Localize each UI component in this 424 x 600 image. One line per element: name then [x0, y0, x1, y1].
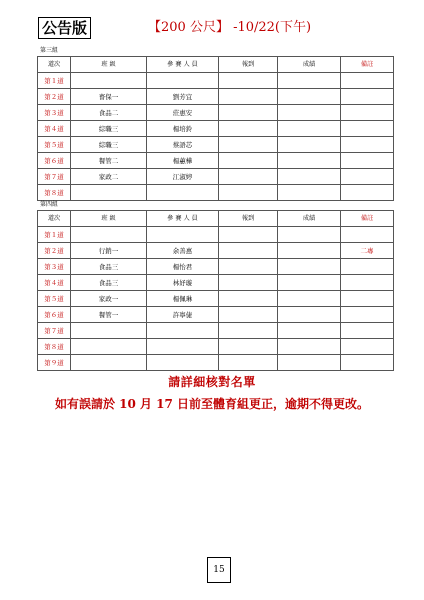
class-cell: 食品三 [71, 259, 147, 275]
remark-cell [341, 275, 394, 291]
athlete-cell: 劉芳宜 [147, 89, 219, 105]
checkin-cell [219, 243, 278, 259]
checkin-cell [219, 339, 278, 355]
page-header [38, 17, 388, 41]
checkin-cell [219, 291, 278, 307]
table-row [38, 307, 394, 323]
lane-cell: 第８道 [38, 185, 71, 201]
col-class: 班 級 [71, 211, 147, 227]
result-cell [278, 339, 341, 355]
table-row [38, 153, 394, 169]
col-athlete: 參 賽 人 員 [147, 57, 219, 73]
verify-notice: 請詳細核對名單 [168, 375, 256, 389]
remark-cell [341, 339, 394, 355]
table-row [38, 185, 394, 201]
athlete-cell [147, 185, 219, 201]
class-cell: 餐管二 [71, 153, 147, 169]
athlete-cell [147, 323, 219, 339]
remark-cell [341, 355, 394, 371]
lane-cell: 第３道 [38, 259, 71, 275]
athlete-cell: 余善惠 [147, 243, 219, 259]
remark-cell [341, 307, 394, 323]
checkin-cell [219, 137, 278, 153]
athlete-cell: 楊佩琳 [147, 291, 219, 307]
table-row [38, 89, 394, 105]
col-remark: 備註 [341, 211, 394, 227]
col-class: 班 級 [71, 57, 147, 73]
result-cell [278, 259, 341, 275]
athlete-cell: 楊培鈴 [147, 121, 219, 137]
result-cell [278, 355, 341, 371]
col-remark: 備註 [341, 57, 394, 73]
table-row [38, 291, 394, 307]
athlete-cell: 江淑婷 [147, 169, 219, 185]
class-cell [71, 355, 147, 371]
athlete-cell [147, 73, 219, 89]
result-cell [278, 243, 341, 259]
remark-cell [341, 137, 394, 153]
col-result: 成績 [278, 57, 341, 73]
table-row [38, 339, 394, 355]
class-cell: 綜職三 [71, 121, 147, 137]
class-cell: 綜職三 [71, 137, 147, 153]
table-row [38, 121, 394, 137]
page-number: 15 [207, 557, 231, 583]
athlete-cell: 許寧倢 [147, 307, 219, 323]
result-cell [278, 153, 341, 169]
lane-cell: 第２道 [38, 89, 71, 105]
table-header-row [38, 57, 394, 73]
table-row [38, 323, 394, 339]
athlete-cell [147, 227, 219, 243]
table-row [38, 259, 394, 275]
lane-cell: 第１道 [38, 227, 71, 243]
lane-cell: 第３道 [38, 105, 71, 121]
athlete-cell: 蔡語芯 [147, 137, 219, 153]
remark-cell [341, 121, 394, 137]
class-cell [71, 323, 147, 339]
result-cell [278, 291, 341, 307]
col-lane: 道次 [38, 211, 71, 227]
remark-cell [341, 169, 394, 185]
result-cell [278, 185, 341, 201]
checkin-cell [219, 89, 278, 105]
table-row [38, 73, 394, 89]
table-row [38, 137, 394, 153]
table-row [38, 169, 394, 185]
remark-cell [341, 185, 394, 201]
result-cell [278, 89, 341, 105]
remark-cell [341, 153, 394, 169]
lane-cell: 第６道 [38, 307, 71, 323]
event-title: 【200 公尺】 -10/22(下午) [148, 20, 312, 35]
lane-cell: 第７道 [38, 169, 71, 185]
lane-cell: 第４道 [38, 275, 71, 291]
remark-cell [341, 73, 394, 89]
checkin-cell [219, 105, 278, 121]
checkin-cell [219, 73, 278, 89]
correction-deadline-notice: 如有誤請於 10 月 17 日前至體育組更正，逾期不得更改。 [54, 397, 370, 411]
col-checkin: 報到 [219, 57, 278, 73]
class-cell [71, 185, 147, 201]
result-cell [278, 137, 341, 153]
remark-cell: 二專 [341, 243, 394, 259]
remark-cell [341, 89, 394, 105]
checkin-cell [219, 355, 278, 371]
lane-cell: 第５道 [38, 291, 71, 307]
table-row [38, 275, 394, 291]
result-cell [278, 275, 341, 291]
class-cell: 餐管一 [71, 307, 147, 323]
remark-cell [341, 259, 394, 275]
athlete-cell: 莊惠安 [147, 105, 219, 121]
result-cell [278, 73, 341, 89]
col-result: 成績 [278, 211, 341, 227]
table-row [38, 105, 394, 121]
result-cell [278, 169, 341, 185]
col-checkin: 報到 [219, 211, 278, 227]
lane-cell: 第１道 [38, 73, 71, 89]
checkin-cell [219, 275, 278, 291]
result-cell [278, 323, 341, 339]
class-cell: 家政一 [71, 291, 147, 307]
athlete-cell [147, 339, 219, 355]
checkin-cell [219, 153, 278, 169]
col-athlete: 參 賽 人 員 [147, 211, 219, 227]
lane-cell: 第８道 [38, 339, 71, 355]
class-cell: 家政二 [71, 169, 147, 185]
class-cell [71, 227, 147, 243]
lane-cell: 第５道 [38, 137, 71, 153]
remark-cell [341, 323, 394, 339]
checkin-cell [219, 323, 278, 339]
result-cell [278, 121, 341, 137]
class-cell [71, 339, 147, 355]
remark-cell [341, 291, 394, 307]
heat-table-group-3 [37, 56, 394, 201]
group-label-3: 第三組 [40, 47, 59, 54]
class-cell: 行銷一 [71, 243, 147, 259]
col-lane: 道次 [38, 57, 71, 73]
remark-cell [341, 227, 394, 243]
athlete-cell: 楊蕙樺 [147, 153, 219, 169]
checkin-cell [219, 259, 278, 275]
class-cell: 食品三 [71, 275, 147, 291]
table-header-row [38, 211, 394, 227]
table-row [38, 227, 394, 243]
class-cell: 食品二 [71, 105, 147, 121]
remark-cell [341, 105, 394, 121]
bulletin-badge: 公告版 [38, 17, 91, 39]
result-cell [278, 227, 341, 243]
table-row [38, 243, 394, 259]
table-row [38, 355, 394, 371]
class-cell: 畜保一 [71, 89, 147, 105]
lane-cell: 第７道 [38, 323, 71, 339]
athlete-cell [147, 355, 219, 371]
checkin-cell [219, 227, 278, 243]
result-cell [278, 105, 341, 121]
lane-cell: 第４道 [38, 121, 71, 137]
lane-cell: 第２道 [38, 243, 71, 259]
checkin-cell [219, 185, 278, 201]
lane-cell: 第９道 [38, 355, 71, 371]
athlete-cell: 林妤璇 [147, 275, 219, 291]
heat-table-group-4 [37, 210, 394, 371]
checkin-cell [219, 307, 278, 323]
lane-cell: 第６道 [38, 153, 71, 169]
class-cell [71, 73, 147, 89]
checkin-cell [219, 121, 278, 137]
group-label-4: 第四組 [40, 201, 59, 208]
result-cell [278, 307, 341, 323]
athlete-cell: 楊怡君 [147, 259, 219, 275]
checkin-cell [219, 169, 278, 185]
